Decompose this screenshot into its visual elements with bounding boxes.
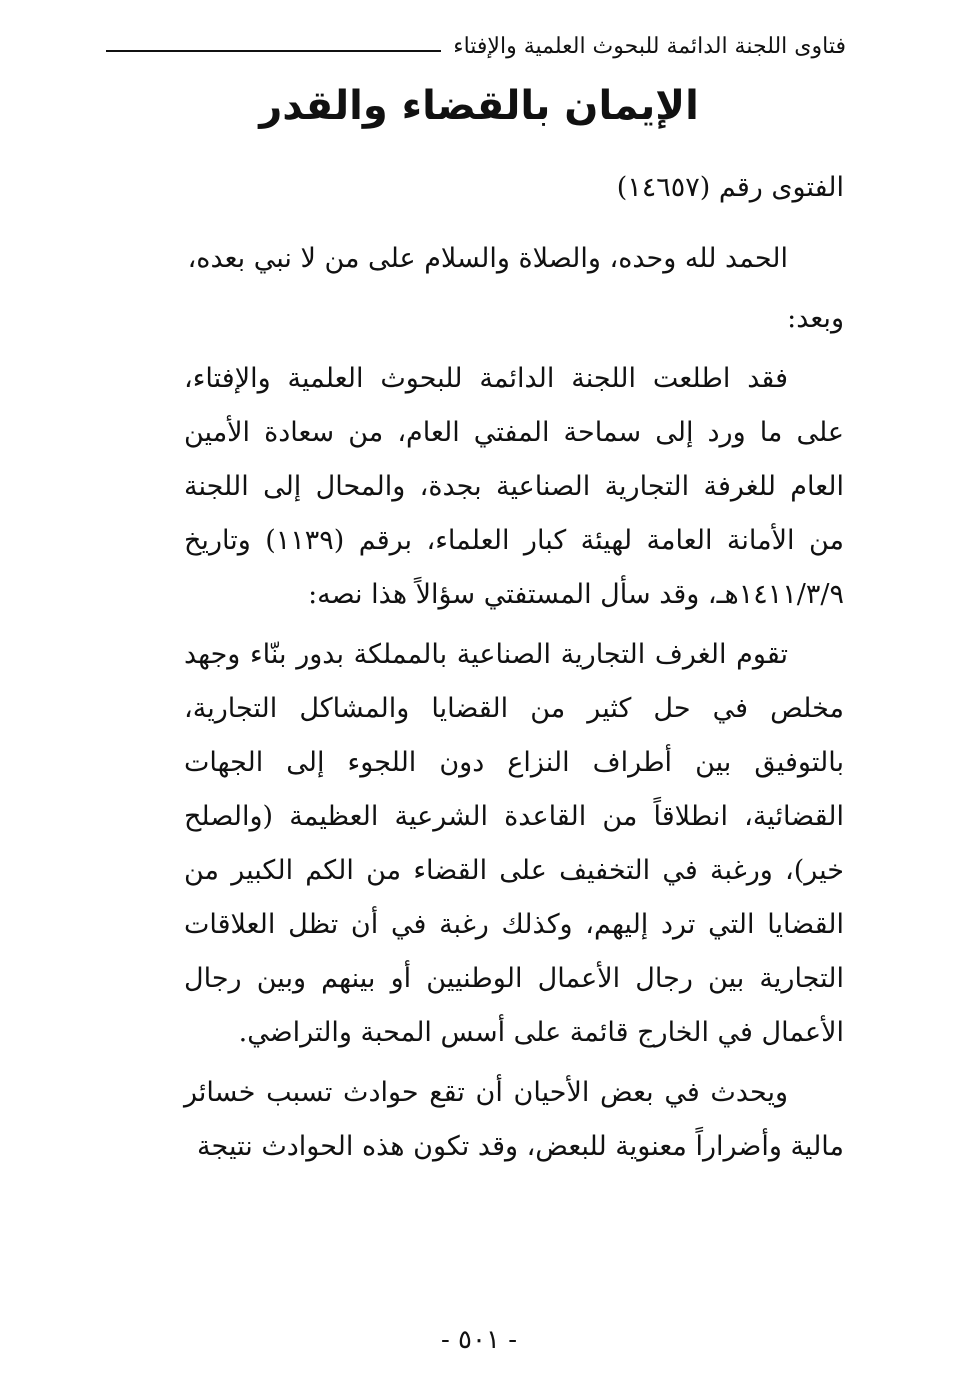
- page-title: الإيمان بالقضاء والقدر: [259, 83, 699, 129]
- running-header-text: فتاوى اللجنة الدائمة للبحوث العلمية والإفتاء: [453, 33, 846, 59]
- header-rule: [106, 50, 441, 52]
- running-header: [106, 28, 846, 64]
- paragraph-committee-review: فقد اطلعت اللجنة الدائمة للبحوث العلمية والإفتاء، على ما ورد إلى سماحة المفتي العام، من سعادة الأمين العام للغرفة التجارية الصناعية بجدة، والمحال إلى اللجنة من الأمانة العامة لهيئة كبار العلماء، برقم (١١٣٩) وتاريخ ١٤١١/٣/٩هـ، وقد سأل المستفتي سؤالاً هذا نصه:: [184, 363, 844, 610]
- page-number: - ٥٠١ -: [440, 1325, 518, 1355]
- fatwa-number: الفتوى رقم (١٤٦٥٧): [616, 172, 844, 203]
- paragraph-opening: الحمد لله وحده، والصلاة والسلام على من لا نبي بعده،: [187, 243, 788, 274]
- paragraph-question-chambers: تقوم الغرف التجارية الصناعية بالمملكة بدور بنّاء وجهد مخلص في حل كثير من القضايا والمشاكل التجارية، بالتوفيق بين أطراف النزاع دون اللجوء إلى الجهات القضائية، انطلاقاً من القاعدة الشرعية العظيمة (والصلح خير)، ورغبة في التخفيف على القضاء من الكم الكبير من القضايا التي ترد إليهم، وكذلك رغبة في أن تظل العلاقات التجارية بين رجال الأعمال الوطنيين أو بينهم وبين رجال الأعمال في الخارج قائمة على أسس المحبة والتراضي.: [184, 639, 844, 1048]
- paragraph-wabaad: وبعد:: [787, 303, 844, 334]
- paragraph-question-incidents: ويحدث في بعض الأحيان أن تقع حوادث تسبب خسائر مالية وأضراراً معنوية للبعض، وقد تكون هذه الحوادث نتيجة: [184, 1077, 844, 1162]
- body-text: [184, 232, 844, 1180]
